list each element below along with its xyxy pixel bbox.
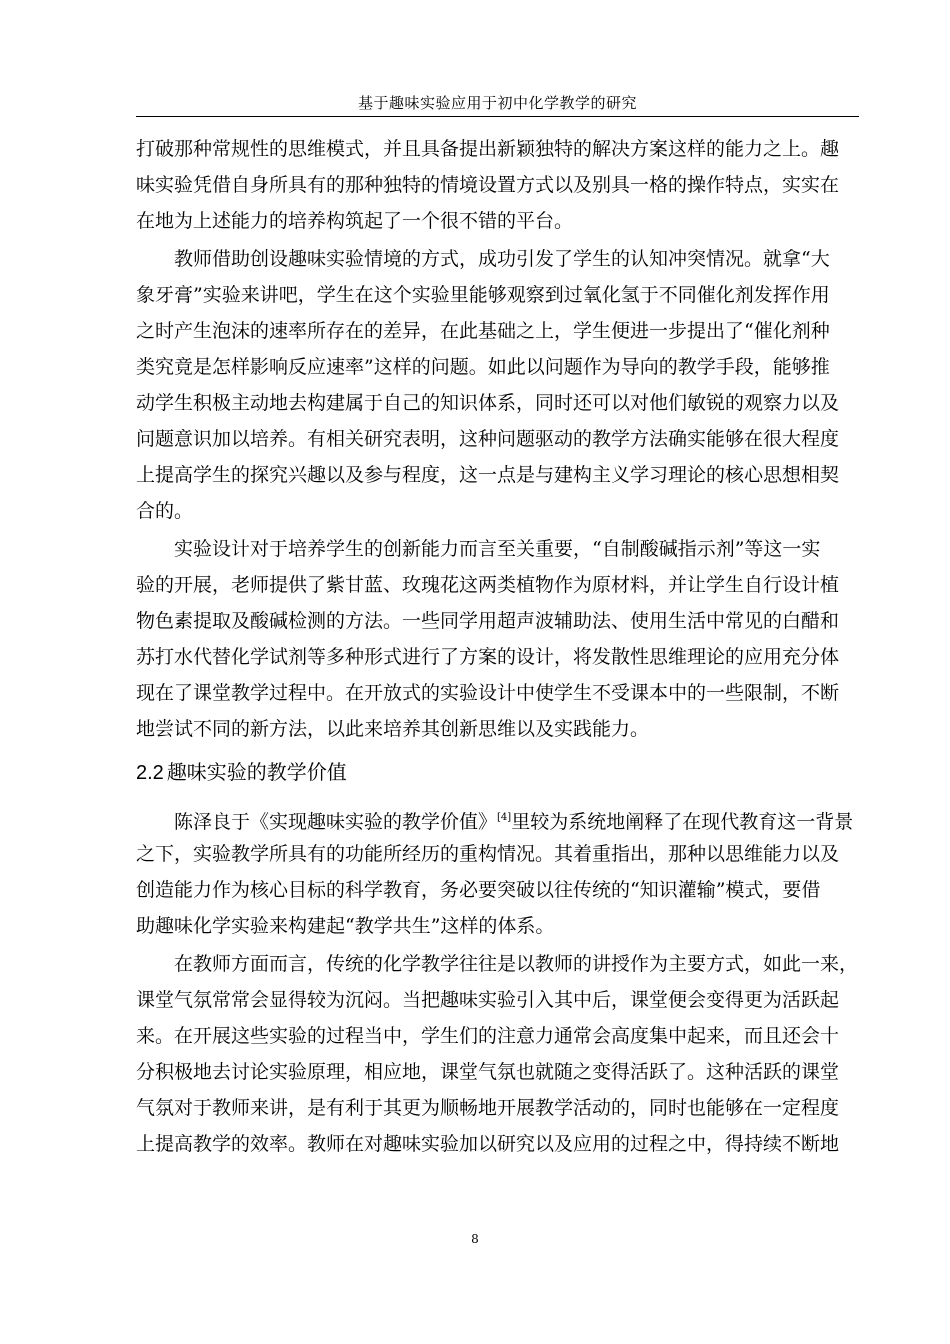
paragraph bbox=[136, 946, 859, 1162]
text-line: 之下，实验教学所具有的功能所经历的重构情况。其着重指出，那种以思维能力以及 bbox=[136, 843, 840, 865]
text-line: 分积极地去讨论实验原理，相应地，课堂气氛也就随之变得活跃了。这种活跃的课堂 bbox=[136, 1061, 840, 1083]
text-line: 实验设计对于培养学生的创新能力而言至关重要，“自制酸碱指示剂”等这一实 bbox=[174, 538, 821, 560]
text-line: 来。在开展这些实验的过程当中，学生们的注意力通常会高度集中起来，而且还会十 bbox=[136, 1025, 840, 1047]
text-line: 味实验凭借自身所具有的那种独特的情境设置方式以及别具一格的操作特点，实实在 bbox=[136, 174, 840, 196]
paragraph bbox=[136, 531, 859, 747]
text-line: 在教师方面而言，传统的化学教学往往是以教师的讲授作为主要方式，如此一来， bbox=[174, 953, 859, 975]
text-line: 苏打水代替化学试剂等多种形式进行了方案的设计，将发散性思维理论的应用充分体 bbox=[136, 646, 840, 668]
text-line: 上提高教学的效率。教师在对趣味实验加以研究以及应用的过程之中，得持续不断地 bbox=[136, 1133, 840, 1155]
text-line: 打破那种常规性的思维模式，并且具备提出新颖独特的解决方案这样的能力之上。趣 bbox=[136, 138, 840, 160]
page-number: 8 bbox=[471, 1232, 479, 1246]
text-line: 象牙膏”实验来讲吧，学生在这个实验里能够观察到过氧化氢于不同催化剂发挥作用 bbox=[136, 284, 830, 306]
text-span: 里较为系统地阐释了在现代教育这一背景 bbox=[511, 811, 854, 833]
text-line: 动学生积极主动地去构建属于自己的知识体系，同时还可以对他们敏锐的观察力以及 bbox=[136, 392, 840, 414]
text-line: 地尝试不同的新方法，以此来培养其创新思维以及实践能力。 bbox=[136, 718, 650, 740]
text-line: 助趣味化学实验来构建起“教学共生”这样的体系。 bbox=[136, 915, 555, 937]
text-line: 问题意识加以培养。有相关研究表明，这种问题驱动的教学方法确实能够在很大程度 bbox=[136, 428, 840, 450]
text-span: 陈泽良于《实现趣味实验的教学价值》 bbox=[174, 811, 498, 833]
paragraph bbox=[136, 131, 859, 239]
citation-marker: [4] bbox=[497, 812, 512, 823]
paragraph bbox=[136, 241, 859, 529]
text-line: 之时产生泡沫的速率所存在的差异，在此基础之上，学生便进一步提出了“催化剂种 bbox=[136, 320, 830, 342]
text-line: 气氛对于教师来讲，是有利于其更为顺畅地开展教学活动的，同时也能够在一定程度 bbox=[136, 1097, 840, 1119]
section-number: 2.2 bbox=[136, 762, 164, 784]
text-line: 在地为上述能力的培养构筑起了一个很不错的平台。 bbox=[136, 210, 574, 232]
text-line: 物色素提取及酸碱检测的方法。一些同学用超声波辅助法、使用生活中常见的白醋和 bbox=[136, 610, 840, 632]
section-title: 趣味实验的教学价值 bbox=[166, 760, 347, 784]
paragraph bbox=[136, 800, 859, 944]
text-line: 类究竟是怎样影响反应速率”这样的问题。如此以问题作为导向的教学手段，能够推 bbox=[136, 356, 830, 378]
running-header: 基于趣味实验应用于初中化学教学的研究 bbox=[357, 94, 637, 112]
text-line: 合的。 bbox=[136, 500, 194, 522]
text-line: 现在了课堂教学过程中。在开放式的实验设计中使学生不受课本中的一些限制，不断 bbox=[136, 682, 840, 704]
text-line: 教师借助创设趣味实验情境的方式，成功引发了学生的认知冲突情况。就拿“大 bbox=[174, 248, 830, 270]
text-line: 创造能力作为核心目标的科学教育，务必要突破以往传统的“知识灌输”模式，要借 bbox=[136, 879, 821, 901]
text-line bbox=[136, 800, 859, 836]
header-rule bbox=[136, 116, 859, 117]
body-text bbox=[136, 131, 859, 1162]
section-heading bbox=[136, 752, 859, 792]
text-line: 课堂气氛常常会显得较为沉闷。当把趣味实验引入其中后，课堂便会变得更为活跃起 bbox=[136, 989, 840, 1011]
text-line: 验的开展，老师提供了紫甘蓝、玫瑰花这两类植物作为原材料，并让学生自行设计植 bbox=[136, 574, 840, 596]
text-line: 上提高学生的探究兴趣以及参与程度，这一点是与建构主义学习理论的核心思想相契 bbox=[136, 464, 840, 486]
